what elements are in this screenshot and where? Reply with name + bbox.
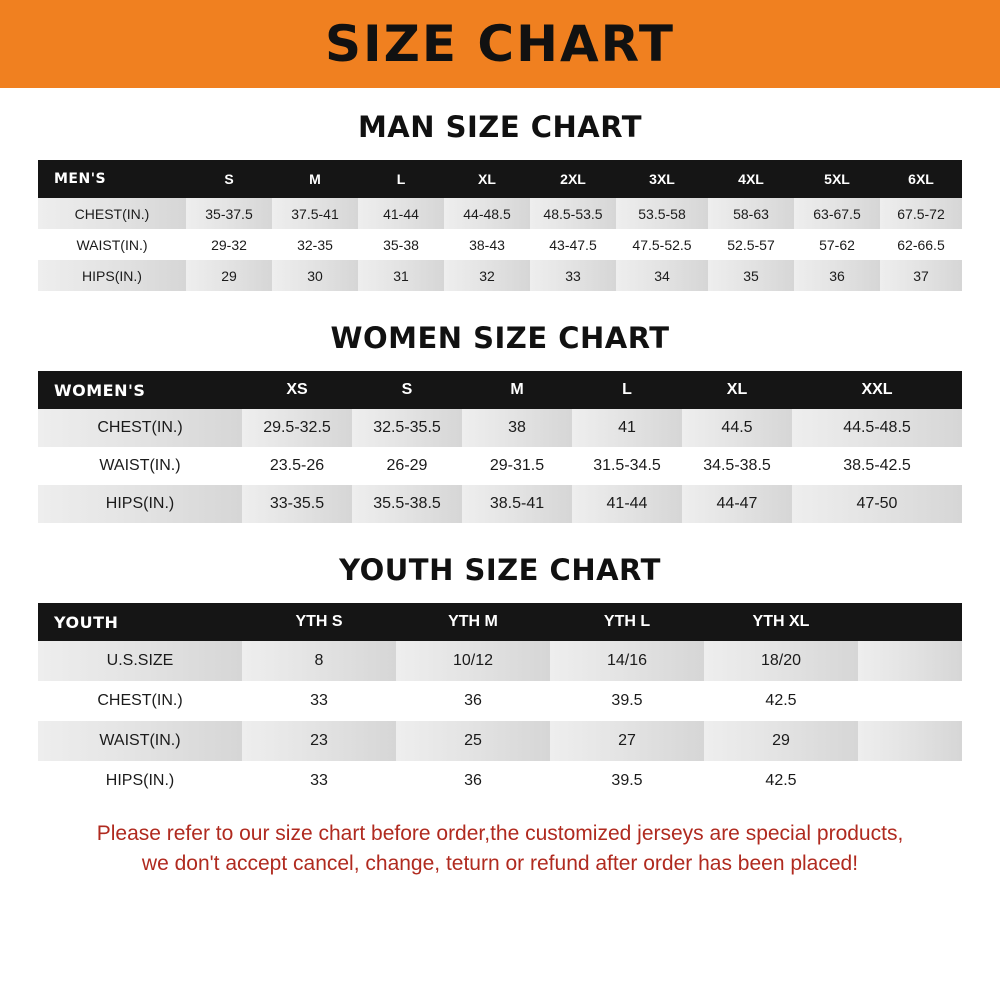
table-cell: 10/12 xyxy=(396,641,550,681)
row-label: WAIST(IN.) xyxy=(38,721,242,761)
column-header: XS xyxy=(286,381,308,398)
table-cell: 38 xyxy=(462,409,572,447)
table-cell: 34 xyxy=(616,260,708,291)
table-cell: 31.5-34.5 xyxy=(572,447,682,485)
table-cell: 41 xyxy=(572,409,682,447)
column-header: 5XL xyxy=(824,171,850,187)
table-cell: 32 xyxy=(444,260,530,291)
column-header: YTH XL xyxy=(752,613,810,630)
table-row xyxy=(38,761,962,801)
table-cell: 57-62 xyxy=(794,229,880,260)
table-row xyxy=(38,721,962,761)
table-cell: 29.5-32.5 xyxy=(242,409,352,447)
table-cell: 35 xyxy=(708,260,794,291)
table-header-row xyxy=(38,371,962,409)
table-cell: 35-37.5 xyxy=(186,198,272,229)
table-cell: 14/16 xyxy=(550,641,704,681)
table-cell: 38.5-41 xyxy=(462,485,572,523)
table-cell: 39.5 xyxy=(550,681,704,721)
table-cell: 47.5-52.5 xyxy=(616,229,708,260)
women-size-table xyxy=(38,371,962,523)
row-label: CHEST(IN.) xyxy=(38,409,242,447)
man-section-title: MAN SIZE CHART xyxy=(357,110,643,144)
table-cell: 44-48.5 xyxy=(444,198,530,229)
table-corner-label: MEN'S xyxy=(54,171,107,187)
women-table-header xyxy=(38,371,962,409)
header-spacer xyxy=(858,603,962,641)
table-cell: 41-44 xyxy=(572,485,682,523)
table-cell: 36 xyxy=(396,681,550,721)
table-cell: 47-50 xyxy=(792,485,962,523)
footer-note-line-1: Please refer to our size chart before order,the customized jerseys are special products, xyxy=(96,822,904,845)
table-corner-label: WOMEN'S xyxy=(54,380,146,400)
column-header: L xyxy=(622,381,632,398)
table-cell: 32.5-35.5 xyxy=(352,409,462,447)
table-cell: 33 xyxy=(242,761,396,801)
table-cell: 18/20 xyxy=(704,641,858,681)
row-label: WAIST(IN.) xyxy=(38,447,242,485)
row-label: HIPS(IN.) xyxy=(38,485,242,523)
women-section-title: WOMEN SIZE CHART xyxy=(330,321,670,355)
column-header: S xyxy=(224,171,234,187)
table-cell: 67.5-72 xyxy=(880,198,962,229)
table-cell: 52.5-57 xyxy=(708,229,794,260)
table-row xyxy=(38,260,962,291)
table-cell: 8 xyxy=(242,641,396,681)
table-row xyxy=(38,447,962,485)
table-row xyxy=(38,229,962,260)
table-cell: 39.5 xyxy=(550,761,704,801)
row-label: WAIST(IN.) xyxy=(38,229,186,260)
table-cell: 26-29 xyxy=(352,447,462,485)
column-header: L xyxy=(396,171,406,187)
table-row xyxy=(38,681,962,721)
column-header: S xyxy=(401,381,413,398)
table-cell: 30 xyxy=(272,260,358,291)
man-table-body xyxy=(38,198,962,291)
table-row xyxy=(38,485,962,523)
cell-spacer xyxy=(858,681,962,721)
table-header-row xyxy=(38,603,962,641)
column-header: YTH M xyxy=(448,613,498,630)
table-row xyxy=(38,198,962,229)
row-label: HIPS(IN.) xyxy=(38,260,186,291)
table-cell: 27 xyxy=(550,721,704,761)
column-header: XXL xyxy=(861,381,893,398)
youth-section-title: YOUTH SIZE CHART xyxy=(339,553,661,587)
table-cell: 36 xyxy=(794,260,880,291)
youth-table-body xyxy=(38,641,962,801)
table-cell: 48.5-53.5 xyxy=(530,198,616,229)
table-cell: 23.5-26 xyxy=(242,447,352,485)
column-header: 6XL xyxy=(908,171,934,187)
table-cell: 44-47 xyxy=(682,485,792,523)
table-cell: 33 xyxy=(242,681,396,721)
table-cell: 33 xyxy=(530,260,616,291)
column-header: YTH L xyxy=(603,613,651,630)
table-corner-label: YOUTH xyxy=(54,612,119,632)
man-table-header xyxy=(38,160,962,198)
table-cell: 25 xyxy=(396,721,550,761)
table-cell: 44.5-48.5 xyxy=(792,409,962,447)
table-row xyxy=(38,409,962,447)
table-cell: 43-47.5 xyxy=(530,229,616,260)
table-cell: 62-66.5 xyxy=(880,229,962,260)
man-size-table xyxy=(38,160,962,291)
column-header: 3XL xyxy=(649,171,675,187)
table-cell: 29-31.5 xyxy=(462,447,572,485)
page-title: SIZE CHART xyxy=(324,15,676,73)
table-cell: 35.5-38.5 xyxy=(352,485,462,523)
column-header: XL xyxy=(726,381,748,398)
table-cell: 53.5-58 xyxy=(616,198,708,229)
cell-spacer xyxy=(858,761,962,801)
women-table-wrap xyxy=(38,371,962,523)
table-row xyxy=(38,641,962,681)
table-cell: 37.5-41 xyxy=(272,198,358,229)
table-cell: 41-44 xyxy=(358,198,444,229)
table-cell: 33-35.5 xyxy=(242,485,352,523)
row-label: CHEST(IN.) xyxy=(38,681,242,721)
row-label: CHEST(IN.) xyxy=(38,198,186,229)
footer-note xyxy=(26,819,974,880)
table-cell: 32-35 xyxy=(272,229,358,260)
table-cell: 42.5 xyxy=(704,681,858,721)
header-banner xyxy=(0,0,1000,88)
table-cell: 31 xyxy=(358,260,444,291)
column-header: 4XL xyxy=(738,171,764,187)
table-cell: 44.5 xyxy=(682,409,792,447)
column-header: YTH S xyxy=(295,613,343,630)
table-header-row xyxy=(38,160,962,198)
column-header: 2XL xyxy=(560,171,586,187)
column-header: M xyxy=(510,381,524,398)
table-cell: 29-32 xyxy=(186,229,272,260)
table-cell: 35-38 xyxy=(358,229,444,260)
table-cell: 63-67.5 xyxy=(794,198,880,229)
table-cell: 42.5 xyxy=(704,761,858,801)
table-cell: 23 xyxy=(242,721,396,761)
row-label: HIPS(IN.) xyxy=(38,761,242,801)
table-cell: 38.5-42.5 xyxy=(792,447,962,485)
table-cell: 37 xyxy=(880,260,962,291)
table-cell: 34.5-38.5 xyxy=(682,447,792,485)
women-table-body xyxy=(38,409,962,523)
table-cell: 29 xyxy=(186,260,272,291)
cell-spacer xyxy=(858,641,962,681)
row-label: U.S.SIZE xyxy=(38,641,242,681)
man-table-wrap xyxy=(38,160,962,291)
youth-table-wrap xyxy=(38,603,962,801)
column-header: XL xyxy=(478,171,496,187)
table-cell: 29 xyxy=(704,721,858,761)
column-header: M xyxy=(309,171,321,187)
footer-note-line-2: we don't accept cancel, change, teturn or refund after order has been placed! xyxy=(141,852,859,876)
youth-table-header xyxy=(38,603,962,641)
table-cell: 38-43 xyxy=(444,229,530,260)
cell-spacer xyxy=(858,721,962,761)
youth-size-table xyxy=(38,603,962,801)
table-cell: 36 xyxy=(396,761,550,801)
table-cell: 58-63 xyxy=(708,198,794,229)
